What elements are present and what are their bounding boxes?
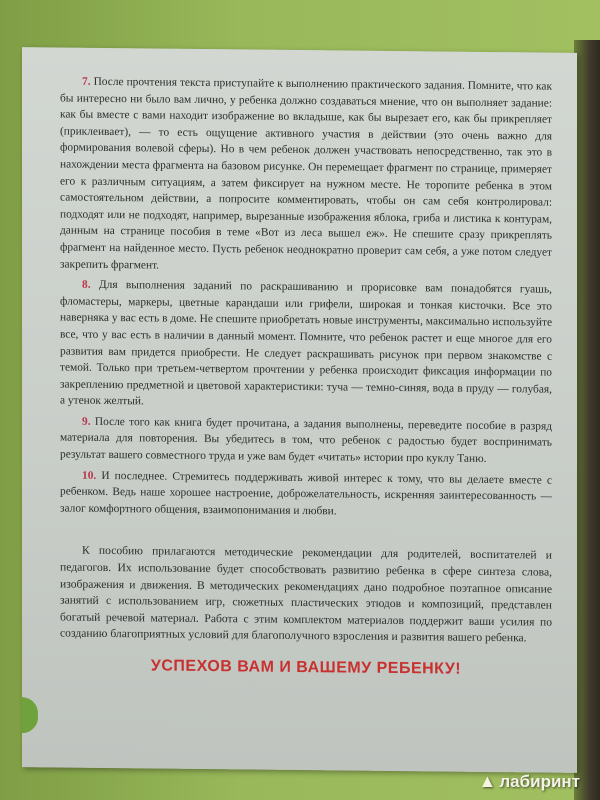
paragraph-8 xyxy=(60,277,552,415)
page-content xyxy=(60,73,552,679)
paragraph-text: После того как книга будет прочитана, а задания выполнены, переведите пособие в разряд материала для повторения. Вы убедитесь в том, что ребенок с радостью будет воспринимать результат вашего совместного труда и уже вам будет «читать» истории про куклу Таню. xyxy=(60,415,552,466)
paragraph-number: 9. xyxy=(82,415,91,428)
paragraph-text: Для выполнения заданий по раскрашиванию и прорисовке вам понадобятся гуашь, фломастеры, маркеры, цветные карандаши или грифели, широкая и тонкая кисточки. Все это наверняка у вас есть в доме. Не спешите приобретать новые инструменты, максимально используйте все, что у вас есть в наличии в данный момент. Помните, что ребенок растет и еще многое для его развития вам придется приобрести. Не следует раскрашивать рисунок при первом знакомстве с темой. Только при третьем-четвертом прочтении у ребенка происходит фиксация информации по закреплению предметной и цветовой характеристики: туча — темно-синяя, вода в пруду — голубая, а утенок желтый. xyxy=(60,279,552,408)
book-edge xyxy=(574,40,600,800)
paragraph-text: И последнее. Стремитесь поддерживать живой интерес к тому, что вы делаете вместе с ребенком. Ведь наше хорошее настроение, доброжелательность, искренняя заинтересованность — залог комфортного общения, взаимопонимания и любви. xyxy=(60,469,552,518)
labyrinth-logo-icon: ▲ xyxy=(478,771,497,791)
paragraph-number: 8. xyxy=(82,278,91,291)
paragraph-10 xyxy=(60,467,552,522)
page-tab-marker xyxy=(22,697,38,733)
slogan-heading: УСПЕХОВ ВАМ И ВАШЕМУ РЕБЕНКУ! xyxy=(150,657,462,678)
paragraph-number: 7. xyxy=(82,75,91,88)
book-page xyxy=(22,47,577,773)
watermark-text: лабиринт xyxy=(499,771,580,791)
paragraph-7 xyxy=(60,73,552,277)
paragraph-number: 10. xyxy=(82,469,97,482)
paragraph-text: После прочтения текста приступайте к выполнению практического задания. Помните, что как бы интересно ни было вам лично, у ребенка должно создаваться мнение, что он выполняет задание: как бы вместе с вами находит изображение во вкладыше, как бы вырезает его, как бы прикрепляет (приклеивает), — то есть ощущение активного участия в действии (это очень важно для формирования волевой сферы). Но в чем ребенок должен участвовать непосредственно, так это в нахождении места фрагмента на базовом рисунке. Он перемещает фрагмент по странице, примеряет его к различным ситуациям, а затем фиксирует на нужном месте. Не торопите ребенка в этом самостоятельном действии, а попросите комментировать, чтобы он сам себя контролировал: подходят или не подходят, например, вырезанные изображения яблока, гриба и листика к контурам, данным на странице пособия в теме «Вот из леса вышел еж». Не спешите сразу прикреплять фрагмент на найденное место. Пусть ребенок неоднократно проверит сам себя, а уже потом следует закрепить фрагмент. xyxy=(60,75,552,272)
paragraph-9 xyxy=(60,413,552,468)
intro-paragraph: К пособию прилагаются методические рекомендации для родителей, воспитателей и педагогов. Их использование будет способствовать развитию ребенка в сфере синтеза слова, изображения и движения. В методических рекомендациях дано подробное поэтапное описание занятий с использованием игр, сюжетных пластических этюдов и композиций, представлен богатый речевой материал. Работа с этим комплектом материалов поддержит ваши усилия по созданию благоприятных условий для благополучного взросления и развития вашего ребенка. xyxy=(60,544,552,645)
watermark xyxy=(479,771,580,792)
